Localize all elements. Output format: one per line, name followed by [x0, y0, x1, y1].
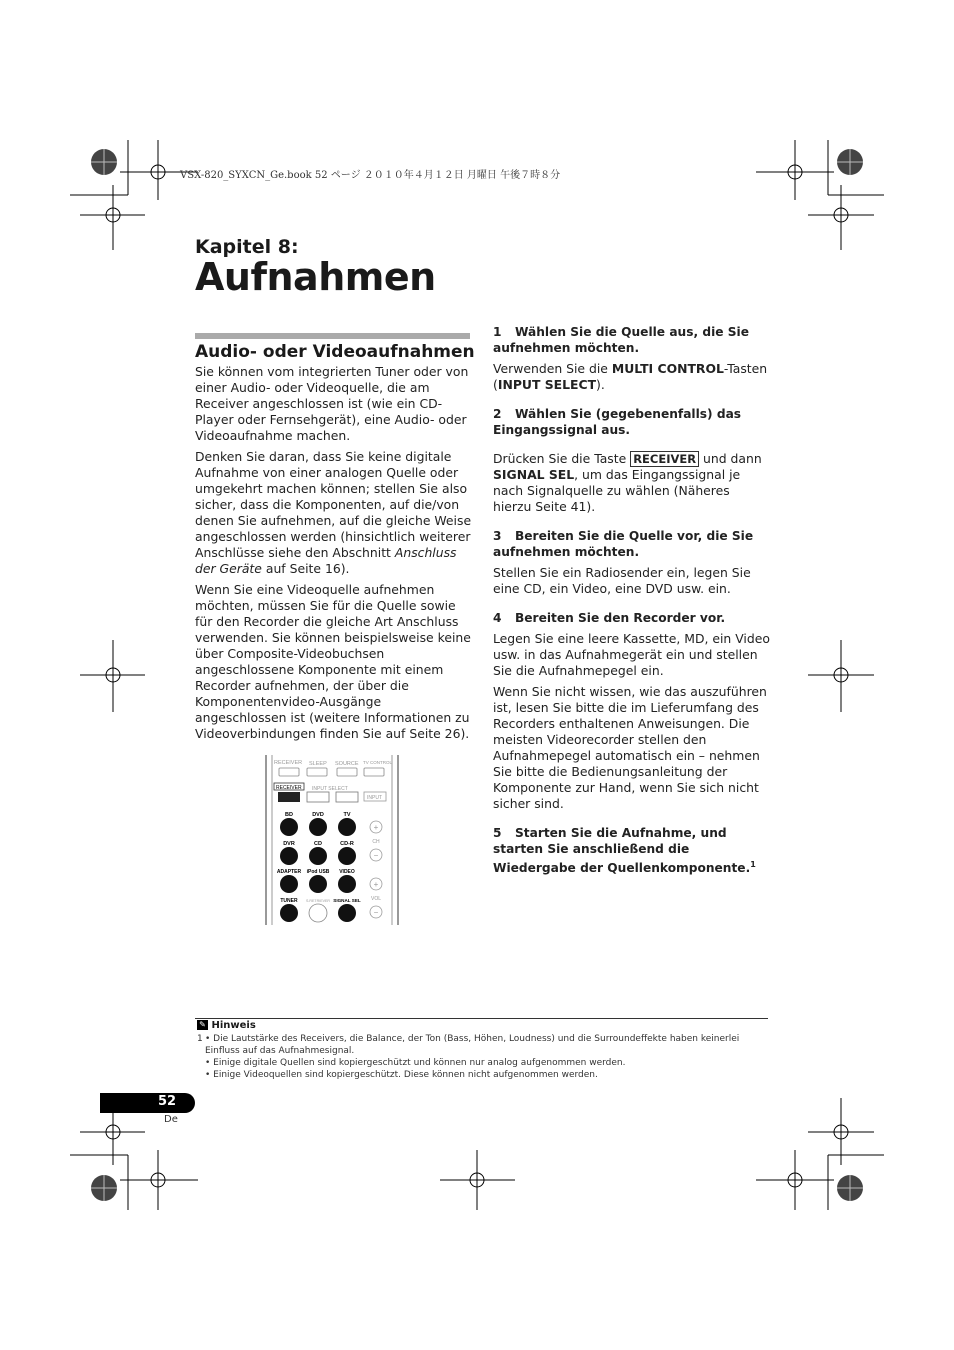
remote-input-label: INPUT	[367, 795, 382, 801]
note-divider	[195, 1018, 768, 1019]
page-number-tab	[100, 1093, 195, 1113]
chapter-title: Aufnahmen	[195, 255, 436, 299]
note-body	[197, 1033, 767, 1081]
remote-ch-label: CH	[372, 839, 380, 845]
left-column	[195, 364, 473, 747]
step-5-heading	[493, 825, 771, 876]
remote-receiver-tab-label: RECEIVER	[276, 785, 302, 791]
step-text: -Tasten (	[493, 361, 768, 392]
receiver-key-badge: RECEIVER	[630, 451, 699, 467]
step-4-body: Legen Sie eine leere Kassette, MD, ein Video usw. in das Aufnahmegerät ein und stellen Sie die Aufnahmepegel ein.	[493, 631, 770, 678]
remote-key-adapter	[280, 875, 298, 893]
remote-label-source: SOURCE	[335, 761, 359, 767]
remote-key-ipod	[309, 875, 327, 893]
key-name: INPUT SELECT	[497, 377, 597, 392]
page-number: 52	[158, 1094, 177, 1109]
remote-key-bd	[280, 818, 298, 836]
section-title: Audio- oder Videoaufnahmen	[195, 342, 475, 362]
step-3-body: Stellen Sie ein Radiosender ein, legen Sie eine CD, ein Video, eine DVD usw. ein.	[493, 565, 751, 596]
step-text: Verwenden Sie die	[493, 361, 612, 376]
remote-key-sretriever	[309, 904, 327, 922]
remote-vol-minus: −	[373, 908, 379, 917]
paragraph-text: auf Seite 16).	[261, 561, 350, 576]
page-language: De	[164, 1114, 178, 1125]
remote-key-tuner-label: TUNER	[280, 898, 298, 904]
step-text: und dann	[699, 451, 762, 466]
step-text: Drücken Sie die Taste	[493, 451, 631, 466]
remote-key-cdr-label: CD-R	[340, 841, 354, 847]
paragraph-video-source: Wenn Sie eine Videoquelle aufnehmen möchten, müssen Sie für die Quelle sowie für den Recorder die gleiche Art Anschluss verwenden. Sie können beispielsweise keine über Composite-Videobuchsen angeschlossene Komponente mit einem Recorder aufnehmen, der über die Komponentenvideo-Ausgänge angeschlossen ist (weitere Informationen zu Videoverbindungen finden Sie auf Seite 26).	[195, 582, 471, 741]
step-text: ).	[596, 377, 605, 392]
remote-key-tv-label: TV	[343, 812, 351, 818]
remote-vol-plus: +	[373, 880, 379, 889]
note-number: 1	[197, 1034, 203, 1044]
note-heading	[197, 1020, 256, 1031]
remote-label-sleep: SLEEP	[309, 761, 327, 767]
cross-reference: Anschluss der Geräte	[195, 545, 457, 576]
remote-key-sretriever-label: S.RETRIEVER	[306, 899, 330, 903]
remote-key-tuner	[280, 904, 298, 922]
remote-key-dvr	[280, 847, 298, 865]
step-text: , um das Eingangssignal je nach Signalquelle zu wählen (Näheres hierzu Seite 41).	[493, 467, 741, 514]
note-text: • Die Lautstärke des Receivers, die Balance, der Ton (Bass, Höhen, Loudness) und die Surroundeffekte haben keinerlei Einfluss auf das Aufnahmesignal.	[205, 1034, 740, 1056]
step-number: 5	[493, 826, 502, 840]
remote-key-signal-sel	[338, 904, 356, 922]
remote-label-receiver: RECEIVER	[274, 760, 303, 766]
remote-label-tv-control: TV CONTROL	[363, 760, 393, 765]
step-number: 2	[493, 407, 502, 421]
paragraph-digital-analog	[195, 449, 473, 577]
remote-key-tv	[338, 818, 356, 836]
right-column	[493, 324, 771, 881]
step-number: 4	[493, 611, 502, 625]
step-heading-text: Wählen Sie (gegebenenfalls) das Eingangssignal aus.	[493, 407, 742, 437]
key-name: SIGNAL SEL	[493, 467, 575, 482]
step-1-body	[493, 361, 771, 393]
step-heading-text: Bereiten Sie den Recorder vor.	[515, 611, 726, 625]
remote-ch-plus: +	[373, 823, 379, 832]
step-heading-text: Wählen Sie die Quelle aus, die Sie aufnehmen möchten.	[493, 325, 749, 355]
paragraph-intro: Sie können vom integrierten Tuner oder von einer Audio- oder Videoquelle, die am Receiver angeschlossen ist (wie ein CD-Player oder Fernsehgerät), eine Audio- oder Videoaufnahme machen.	[195, 364, 469, 443]
book-meta-line: VSX-820_SYXCN_Ge.book 52 ページ ２０１０年４月１２日 月曜日 午後７時８分	[180, 170, 561, 181]
note-line	[197, 1033, 767, 1057]
step-heading-text: Starten Sie die Aufnahme, und starten Sie anschließend die Wiedergabe der Quellenkomponente.	[493, 826, 751, 876]
remote-ch-minus: −	[373, 851, 379, 860]
remote-key-bd-label: BD	[285, 812, 293, 818]
step-number: 1	[493, 325, 502, 339]
step-4-body-extra: Wenn Sie nicht wissen, wie das auszuführen ist, lesen Sie bitte die im Lieferumfang des Recorders enthaltenen Anweisungen. Die meisten Videorecorder stellen den Aufnahmepegel automatisch ein – nehmen Sie bitte die Bedienungsanleitung der Komponente zur Hand, wenn Sie sich nicht sicher sind.	[493, 684, 767, 811]
footnote-marker: 1	[750, 860, 756, 869]
remote-key-dvr-label: DVR	[283, 841, 295, 847]
paragraph-text: Denken Sie daran, dass Sie keine digitale Aufnahme von einer analogen Quelle oder umgekehrt machen können; stellen Sie also sicher, dass die Komponenten, auf die/von denen Sie aufnehmen, auf die gleiche Weise angeschlossen werden (hinsichtlich weiterer Anschlüsse siehe den Abschnitt	[195, 449, 472, 560]
note-title: Hinweis	[211, 1020, 256, 1031]
key-name: MULTI CONTROL	[611, 361, 724, 376]
step-3-heading	[493, 528, 771, 560]
remote-key-video-label: VIDEO	[339, 869, 355, 875]
remote-key-cd-label: CD	[314, 841, 322, 847]
note-line: • Einige digitale Quellen sind kopiergeschützt und können nur analog aufgenommen werden.	[205, 1058, 626, 1068]
note-icon: ✎	[197, 1020, 208, 1030]
note-line: • Einige Videoquellen sind kopiergeschützt. Diese können nicht aufgenommen werden.	[205, 1070, 598, 1080]
step-number: 3	[493, 529, 502, 543]
remote-key-signal-sel-label: SIGNAL SEL	[333, 898, 361, 903]
remote-key-dvd	[309, 818, 327, 836]
remote-input-select-label: INPUT SELECT	[312, 786, 348, 792]
step-1-heading	[493, 324, 771, 356]
remote-control-illustration	[262, 755, 402, 925]
remote-key-video	[338, 875, 356, 893]
step-2-heading	[493, 406, 771, 438]
step-heading-text: Bereiten Sie die Quelle vor, die Sie aufnehmen möchten.	[493, 529, 754, 559]
remote-key-adapter-label: ADAPTER	[276, 869, 302, 875]
remote-key-cd	[309, 847, 327, 865]
remote-key-ipod-label: iPod USB	[306, 869, 330, 875]
remote-key-dvd-label: DVD	[312, 812, 324, 818]
section-divider	[195, 333, 470, 339]
step-2-body	[493, 451, 771, 515]
step-4-heading	[493, 610, 771, 626]
chapter-label: Kapitel 8:	[195, 236, 299, 258]
remote-vol-label: VOL	[370, 896, 382, 902]
remote-key-cdr	[338, 847, 356, 865]
